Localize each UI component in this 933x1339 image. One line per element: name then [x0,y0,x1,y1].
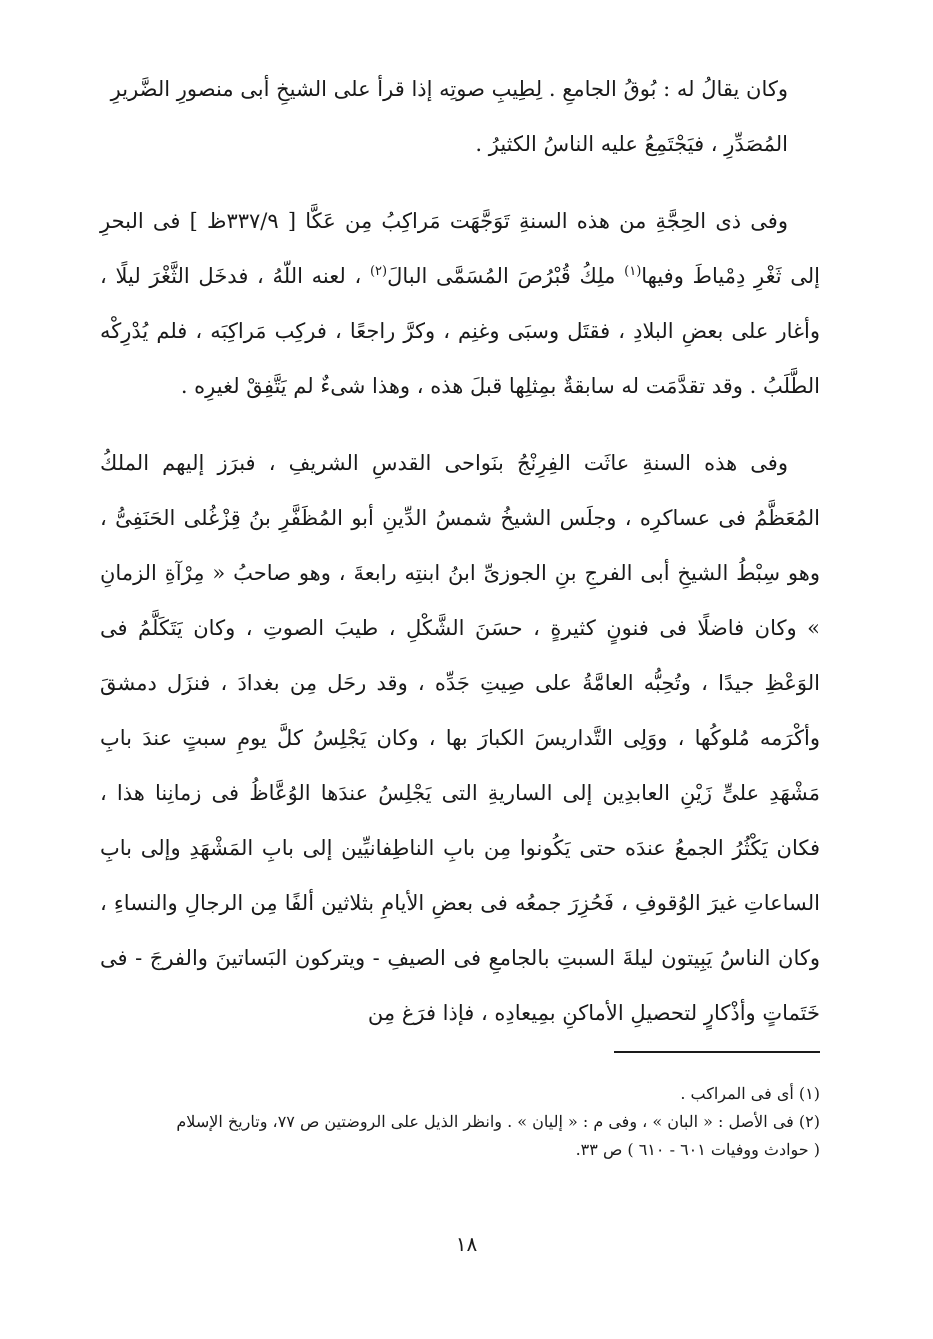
paragraph-3: وفى هذه السنةِ عاثَت الفِرِنْجُ بنَواحى القدسِ الشريفِ ، فبرَز إليهم الملكُ المُعَظَّمُ فى عساكرِه ، وجلَس الشيخُ شمسُ الدِّينِ أبو المُظَفَّرِ بنُ قِزْغُلى الحَنَفِىُّ ، وهو سِبْطُ الشيخِ أبى الفرجِ بنِ الجوزىِّ ابنُ ابنتِه رابعةَ ، وهو صاحبُ « مِرْآةِ الزمانِ » وكان فاضلًا فى فنونٍ كثيرةٍ ، حسَنَ الشَّكْلِ ، طيبَ الصوتِ ، وكان يَتَكَلَّمُ فى الوَعْظِ جيدًا ، وتُحِبُّه العامَّةُ على صِيتِ جَدِّه ، وقد رحَل مِن بغدادَ ، فنزَل دمشقَ وأكْرَمه مُلوكُها ، ووَلِى التَّداريسَ الكبارَ بها ، وكان يَجْلِسُ كلَّ يومِ سبتٍ عندَ بابِ مَشْهَدِ علىٍّ زَيْنِ العابدِين إلى الساريةِ التى يَجْلِسُ عندَها الوُعَّاظُ فى زمانِنا هذا ، فكان يَكْثُرُ الجمعُ عندَه حتى يَكُونوا مِن بابِ الناطِفانيِّين إلى بابِ المَشْهَدِ وإلى بابِ الساعاتِ غيرَ الوُقوفِ ، فَحُزِرَ جمعُه فى بعضِ الأيامِ بثلاثين ألفًا مِن الرجالِ والنساءِ ، وكان الناسُ يَبِيتون ليلةَ السبتِ بالجامعِ فى الصيفِ - ويتركون البَساتينَ والفرجَ - فى خَتَماتٍ وأذْكارٍ لتحصيلِ الأماكنِ بمِيعادِه ، فإذا فرَغ مِن [100,451,820,1025]
footnote-2: (٢) فى الأصل : « البان » ، وفى م : « إليان » . وانظر الذيل على الروضتين ص ٧٧، وتاريخ الإسلام [176,1112,820,1131]
footnote-1: (١) أى فى المراكب . [680,1084,820,1103]
footnote-2-continuation: ( حوادث ووفيات ٦٠١ - ٦١٠ ) ص ٣٣. [575,1140,820,1159]
paragraph-1-line-1: وكان يقالُ له : بُوقُ الجامعِ . لِطِيبِ صوتِه إذا قرأ على الشيخِ أبى منصورِ الضَّريرِ [110,77,788,101]
paragraph-1-line-2: المُصَدِّرِ ، فيَجْتَمِعُ عليه الناسُ الكثيرُ . [475,132,788,156]
footnote-divider [614,1051,820,1053]
footnotes [100,1080,820,1164]
main-text [100,62,820,1063]
paragraph-2 [100,194,820,414]
paragraph-1 [100,62,820,172]
footnote-ref-1: (١) [624,264,642,279]
paragraph-2-text-part-1: وفى ذى الحِجَّةِ من هذه السنةِ تَوَجَّهَت مَراكِبُ مِن عَكَّا [ ٣٣٧/٩ظ ] فى البحرِ إلى ثَغْرِ دِمْياطَ وفيها [100,209,820,288]
footnote-ref-2: (٢) [369,264,388,279]
paragraph-2-text-part-3: ، لعنه اللّهُ ، فدخَل الثَّغْرَ ليلًا ، وأغار على بعضِ البلادِ ، فقتَل وسبَى وغنِم ، وكرَّ راجعًا ، فركِب مَراكِبَه ، فلم يُدْرِكْه الطَّلَبُ . وقد تقدَّمَت له سابقةٌ بمِثلِها قبلَ هذه ، وهذا شىءٌ لم يَتَّفِقْ لغيرِه . [100,264,820,398]
paragraph-2-text-part-2: ملِكُ قُبْرُصَ المُسَمَّى البالَ [387,264,625,288]
page-number: ١٨ [455,1232,478,1256]
